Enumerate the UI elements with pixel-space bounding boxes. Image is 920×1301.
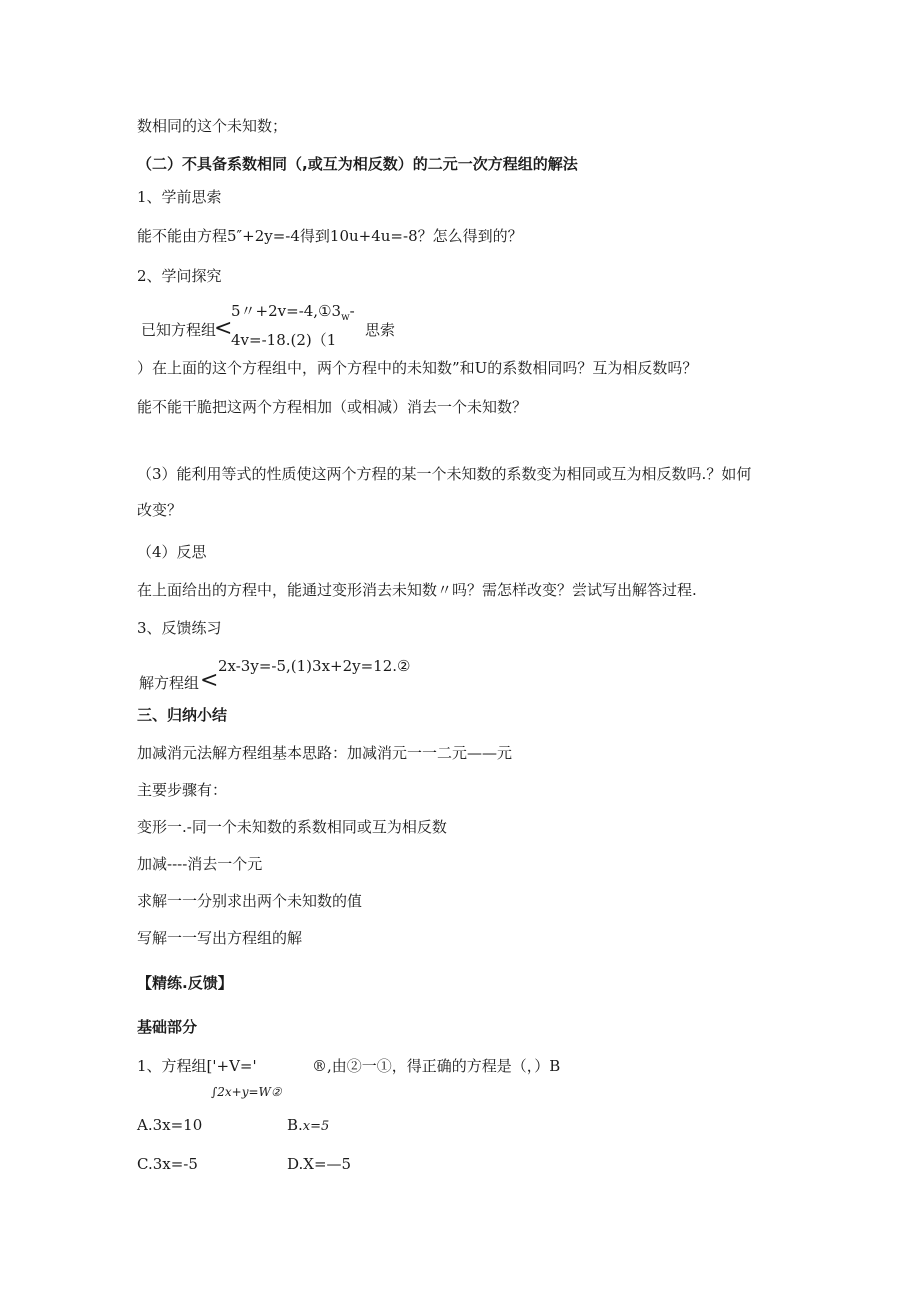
section-heading: 基础部分 bbox=[137, 1018, 198, 1036]
think-label: 思索 bbox=[365, 321, 396, 339]
problem-text: 1、方程组['+V=' bbox=[137, 1057, 257, 1075]
problem-text: ®,由②一①，得正确的方程是（，）B bbox=[312, 1057, 561, 1075]
text-line: 能不能由方程5″+2y=-4得到10u+4u=-8？怎么得到的？ bbox=[137, 227, 523, 245]
equation-system-label: 已知方程组 bbox=[141, 321, 217, 339]
text-line: ）在上面的这个方程组中，两个方程中的未知数”和U的系数相同吗？互为相反数吗？ bbox=[137, 359, 698, 377]
text-line: 变形一.-同一个未知数的系数相同或互为相反数 bbox=[137, 818, 447, 836]
text-line: 加减----消去一个元 bbox=[137, 855, 263, 873]
text-line: （4）反思 bbox=[137, 543, 207, 561]
brace-symbol: < bbox=[200, 668, 219, 693]
subsection-heading: 3、反馈练习 bbox=[137, 619, 222, 637]
section-heading: 三、归纳小结 bbox=[137, 706, 228, 724]
equation-line: 4v=-18.(2)（1 bbox=[231, 331, 337, 349]
subsection-heading: 1、学前思索 bbox=[137, 188, 222, 206]
text-line: 在上面给出的方程中，能通过变形消去未知数〃吗？需怎样改变？尝试写出解答过程. bbox=[137, 581, 697, 599]
equation-system-label: 解方程组 bbox=[139, 674, 200, 692]
text-line: 写解一一写出方程组的解 bbox=[137, 929, 303, 947]
equation-line: 5〃$+2v=-4,①3_w-$ bbox=[231, 302, 355, 323]
text-line: 主要步骤有： bbox=[137, 781, 228, 799]
text-line: 求解一一分别求出两个未知数的值 bbox=[137, 892, 363, 910]
text-line: （3）能利用等式的性质使这两个方程的某一个未知数的系数变为相同或互为相反数吗.？如何 bbox=[137, 465, 752, 483]
option-c: C.3x=-5 bbox=[137, 1155, 198, 1173]
brace-symbol: < bbox=[214, 316, 233, 341]
text-line: 加减消元法解方程组基本思路：加减消元一一二元——元 bbox=[137, 744, 513, 762]
equation-line: ∫2x+y=W② bbox=[211, 1085, 282, 1099]
equation-line: 2x-3y=-5,(1)3x+2y=12.② bbox=[218, 657, 411, 675]
option-a: A.3x=10 bbox=[137, 1116, 203, 1134]
subsection-heading: 2、学问探究 bbox=[137, 267, 222, 285]
text-line: 改变？ bbox=[137, 501, 183, 519]
section-heading: （二）不具备系数相同（,或互为相反数）的二元一次方程组的解法 bbox=[137, 155, 578, 173]
option-d: D.X=—5 bbox=[287, 1155, 352, 1173]
option-b: B.x=5 bbox=[287, 1116, 330, 1134]
text-line: 能不能干脆把这两个方程相加（或相减）消去一个未知数？ bbox=[137, 398, 528, 416]
section-heading: 【精练.反馈】 bbox=[137, 974, 233, 992]
text-line: 数相同的这个未知数； bbox=[137, 117, 288, 135]
